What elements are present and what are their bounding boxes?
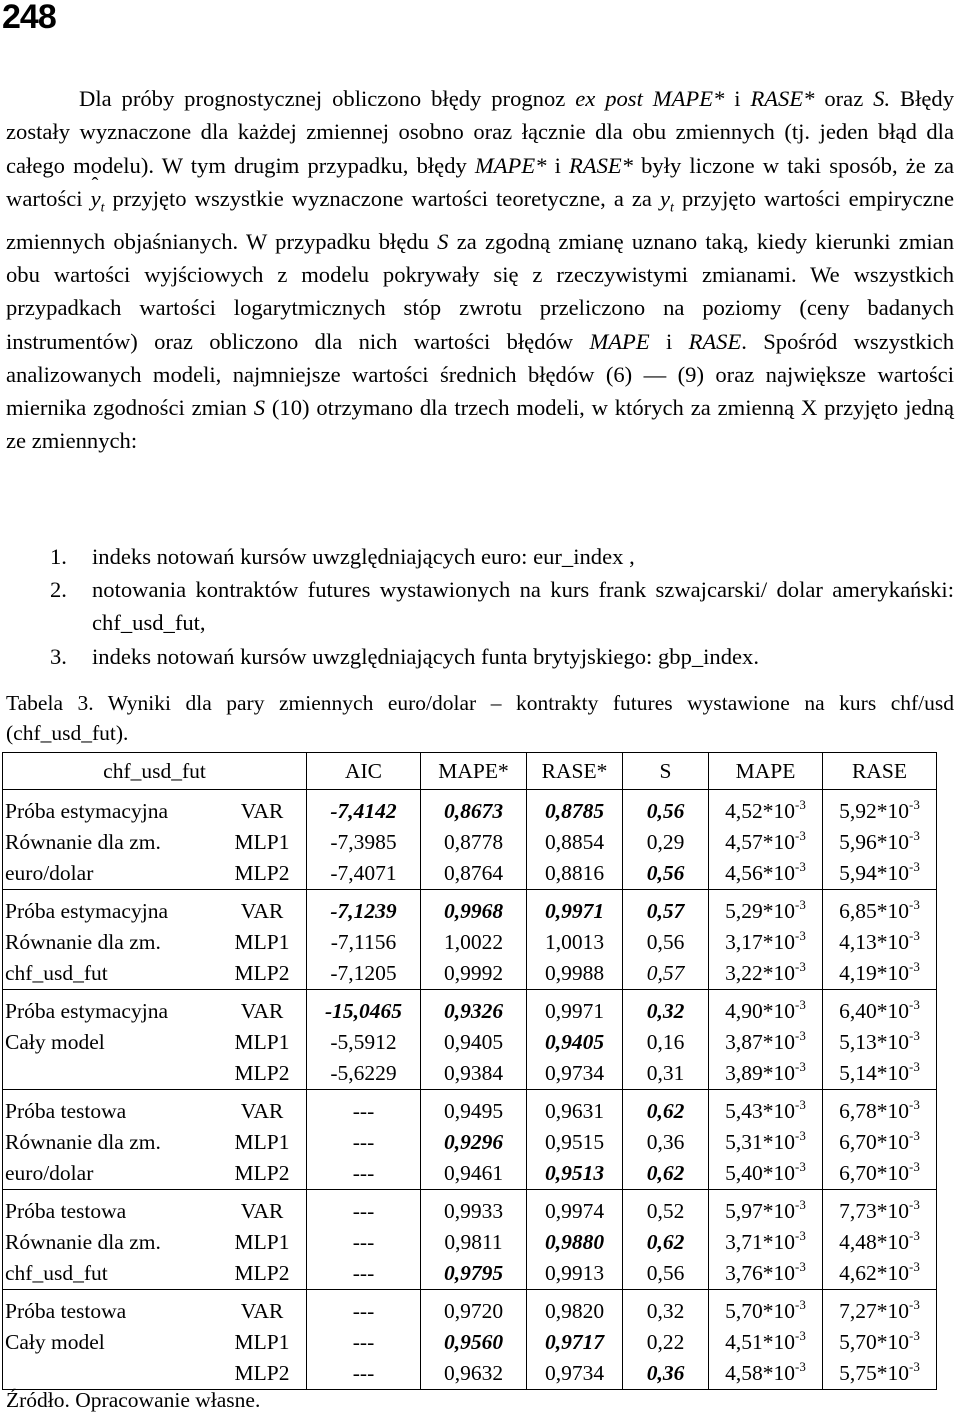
header-cell: AIC [307,753,421,790]
data-cell: $5,14*10^{-3}$ [823,1058,937,1090]
data-cell: 0,32 [623,990,709,1028]
row-label-cell [3,1158,307,1190]
list-item: 3. indeks notowań kursów uwzględniających funta brytyjskiego: gbp_index. [50,643,760,669]
data-cell: 0,9513 [527,1158,623,1190]
header-cell: chf_usd_fut [3,753,307,790]
row-label-cell [3,1127,307,1158]
model-name: VAR [240,799,284,823]
row-label-cell [3,1290,307,1328]
row-label-cell [3,1027,307,1058]
header-cell: S [623,753,709,790]
data-cell: $5,96*10^{-3}$ [823,827,937,858]
data-cell: --- [307,1358,421,1390]
row-label: Próba estymacyjna [5,799,168,823]
data-cell: 0,9974 [527,1190,623,1228]
data-cell: 0,9632 [421,1358,527,1390]
data-cell: 0,9820 [527,1290,623,1328]
data-cell: --- [307,1327,421,1358]
data-cell: 1,0022 [421,927,527,958]
row-label: Próba testowa [5,1199,127,1223]
table-row [3,1227,937,1258]
row-label-cell [3,1090,307,1128]
data-cell: 0,9734 [527,1058,623,1090]
row-label: Równanie dla zm. [5,1230,161,1254]
row-label-cell [3,958,307,990]
model-name: MLP1 [234,1230,290,1254]
table-row [3,1027,937,1058]
data-cell: $6,70*10^{-3}$ [823,1127,937,1158]
row-label: euro/dolar [5,1161,94,1185]
table-row [3,827,937,858]
data-cell: --- [307,1158,421,1190]
body-paragraph: Dla próby prognostycznej obliczono błędy prognoz ex post MAPE* i RASE* oraz S. Błędy zostały wyznaczone dla każdej zmiennej osobno oraz łącznie dla obu zmiennych (tj. jeden błąd dla całego modelu). W tym drugim przypadku, błędy MAPE* i RASE* były liczone w taki sposób, że za wartości ˆ $y_t$ przyjęto wszystkie wyznaczone wartości teoretyczne, a za $y_t$ przyjęto wartości empiryczne zmiennych objaśnianych. W przypadku błędu S za zgodną zmianę uznano taką, kiedy kierunki zmian obu wartości wyjściowych z modelu pokrywały się z rzeczywistymi zmianami. We wszystkich przypadkach wartości logarytmicznych stóp zwrotu przeliczono na poziomy (ceny badanych instrumentów) oraz obliczono dla nich wartości błędów MAPE i RASE. Spośród wszystkich analizowanych modeli, najmniejsze wartości średnich błędów (6) — (9) oraz największe wartości miernika zgodności zmian S (10) otrzymano dla trzech modeli, w których za zmienną X przyjęto jedną ze zmiennych: [6,82,954,458]
model-name: MLP1 [234,1030,290,1054]
row-label: Cały model [5,1330,105,1354]
row-label: Cały model [5,1030,105,1054]
data-cell: 0,9717 [527,1327,623,1358]
data-cell: $7,27*10^{-3}$ [823,1290,937,1328]
table-row [3,1090,937,1128]
source-note: Źródło. Opracowanie własne. [6,1388,261,1412]
data-cell: $7,73*10^{-3}$ [823,1190,937,1228]
list-item: 1. indeks notowań kursów uwzględniających euro: eur_index , [50,544,635,569]
data-cell: 0,22 [623,1327,709,1358]
data-cell: 0,52 [623,1190,709,1228]
data-cell: -5,6229 [307,1058,421,1090]
data-cell: 0,62 [623,1227,709,1258]
row-label: euro/dolar [5,861,94,885]
data-cell: $6,40*10^{-3}$ [823,990,937,1028]
data-cell: $4,56*10^{-3}$ [709,858,823,890]
data-cell: $4,58*10^{-3}$ [709,1358,823,1390]
model-name: MLP1 [234,930,290,954]
data-cell: --- [307,1227,421,1258]
data-cell: $5,70*10^{-3}$ [823,1327,937,1358]
data-cell: 1,0013 [527,927,623,958]
model-name: VAR [240,1099,284,1123]
model-name: MLP2 [234,961,290,985]
data-cell: $3,76*10^{-3}$ [709,1258,823,1290]
data-cell: $4,51*10^{-3}$ [709,1327,823,1358]
model-name: MLP2 [234,861,290,885]
data-cell: $4,19*10^{-3}$ [823,958,937,990]
table-row [3,927,937,958]
model-name: MLP1 [234,1330,290,1354]
data-cell: 0,9933 [421,1190,527,1228]
data-cell: -7,4071 [307,858,421,890]
list-item: 2. notowania kontraktów futures wystawionych na kurs frank szwajcarski/ dolar amerykański: chf_usd_fut, [50,577,954,636]
data-cell: $3,22*10^{-3}$ [709,958,823,990]
data-cell: $5,92*10^{-3}$ [823,790,937,828]
table-caption: Tabela 3. Wyniki dla pary zmiennych euro/dolar – kontrakty futures wystawione na kurs chf/usd (chf_usd_fut). [6,691,954,745]
data-cell: --- [307,1090,421,1128]
model-name: MLP2 [234,1261,290,1285]
model-name: MLP1 [234,830,290,854]
data-cell: 0,36 [623,1358,709,1390]
data-cell: 0,9631 [527,1090,623,1128]
data-cell: $6,78*10^{-3}$ [823,1090,937,1128]
data-cell: 0,56 [623,858,709,890]
row-label: Próba estymacyjna [5,999,168,1023]
table-row [3,958,937,990]
data-cell: 0,31 [623,1058,709,1090]
table-row [3,1327,937,1358]
data-cell: 0,32 [623,1290,709,1328]
header-cell: MAPE* [421,753,527,790]
header-cell: RASE [823,753,937,790]
table-row [3,1358,937,1390]
row-label: Równanie dla zm. [5,830,161,854]
row-label: Równanie dla zm. [5,1130,161,1154]
data-cell: 0,9913 [527,1258,623,1290]
page-number: 248 [2,0,56,36]
data-cell: $5,94*10^{-3}$ [823,858,937,890]
data-cell: $6,70*10^{-3}$ [823,1158,937,1190]
model-name: VAR [240,999,284,1023]
data-cell: $4,13*10^{-3}$ [823,927,937,958]
data-cell: 0,9880 [527,1227,623,1258]
data-cell: $6,85*10^{-3}$ [823,890,937,928]
data-cell: 0,9461 [421,1158,527,1190]
model-name: VAR [240,1199,284,1223]
data-cell: 0,9495 [421,1090,527,1128]
table-row [3,1190,937,1228]
row-label: Równanie dla zm. [5,930,161,954]
data-cell: -7,1156 [307,927,421,958]
data-cell: --- [307,1258,421,1290]
table-row [3,990,937,1028]
table-row [3,1158,937,1190]
data-cell: -15,0465 [307,990,421,1028]
data-cell: $3,17*10^{-3}$ [709,927,823,958]
data-cell: 0,8673 [421,790,527,828]
data-cell: 0,29 [623,827,709,858]
data-cell: $3,89*10^{-3}$ [709,1058,823,1090]
row-label-cell [3,890,307,928]
data-cell: --- [307,1190,421,1228]
data-cell: 0,56 [623,790,709,828]
data-cell: $5,70*10^{-3}$ [709,1290,823,1328]
data-cell: 0,9795 [421,1258,527,1290]
data-cell: -7,4142 [307,790,421,828]
table-row [3,1127,937,1158]
row-label-cell [3,827,307,858]
model-name: MLP2 [234,1361,290,1385]
data-cell: $4,90*10^{-3}$ [709,990,823,1028]
row-label-cell [3,1358,307,1390]
data-cell: -7,1205 [307,958,421,990]
data-cell: 0,56 [623,1258,709,1290]
data-cell: 0,57 [623,958,709,990]
data-cell: $5,40*10^{-3}$ [709,1158,823,1190]
data-cell: --- [307,1290,421,1328]
data-cell: -7,1239 [307,890,421,928]
row-label-cell [3,1258,307,1290]
data-cell: 0,9326 [421,990,527,1028]
row-label-cell [3,1058,307,1090]
data-cell: $5,31*10^{-3}$ [709,1127,823,1158]
table-row [3,1290,937,1328]
data-cell: $4,52*10^{-3}$ [709,790,823,828]
data-cell: 0,8778 [421,827,527,858]
data-cell: 0,62 [623,1090,709,1128]
data-cell: --- [307,1127,421,1158]
data-cell: $4,62*10^{-3}$ [823,1258,937,1290]
data-cell: 0,9734 [527,1358,623,1390]
data-cell: 0,9405 [527,1027,623,1058]
data-cell: $5,75*10^{-3}$ [823,1358,937,1390]
model-name: VAR [240,1299,284,1323]
data-cell: 0,16 [623,1027,709,1058]
y-symbol: y [660,185,671,211]
data-cell: -7,3985 [307,827,421,858]
row-label-cell [3,790,307,828]
data-cell: 0,56 [623,927,709,958]
data-cell: 0,8785 [527,790,623,828]
table-row [3,858,937,890]
variable-list [6,540,954,673]
data-cell: 0,9988 [527,958,623,990]
model-name: MLP1 [234,1130,290,1154]
data-cell: 0,9405 [421,1027,527,1058]
row-label-cell [3,990,307,1028]
data-cell: 0,8764 [421,858,527,890]
data-cell: $5,13*10^{-3}$ [823,1027,937,1058]
y-hat-symbol: ˆ y [91,182,101,215]
row-label: Próba testowa [5,1299,127,1323]
data-cell: 0,9992 [421,958,527,990]
row-label-cell [3,927,307,958]
header-cell: MAPE [709,753,823,790]
row-label: chf_usd_fut [5,961,108,985]
data-cell: -5,5912 [307,1027,421,1058]
header-cell: RASE* [527,753,623,790]
data-cell: $4,48*10^{-3}$ [823,1227,937,1258]
data-cell: $5,43*10^{-3}$ [709,1090,823,1128]
data-cell: $5,29*10^{-3}$ [709,890,823,928]
table-body [3,790,937,1390]
row-label: Próba testowa [5,1099,127,1123]
data-cell: 0,62 [623,1158,709,1190]
row-label: chf_usd_fut [5,1261,108,1285]
data-cell: 0,9971 [527,990,623,1028]
row-label-cell [3,1227,307,1258]
data-cell: $3,87*10^{-3}$ [709,1027,823,1058]
table-row [3,790,937,828]
data-cell: $4,57*10^{-3}$ [709,827,823,858]
data-cell: 0,9384 [421,1058,527,1090]
table-row [3,1058,937,1090]
data-cell: 0,8854 [527,827,623,858]
model-name: MLP2 [234,1061,290,1085]
data-cell: 0,9811 [421,1227,527,1258]
row-label-cell [3,1327,307,1358]
row-label-cell [3,1190,307,1228]
model-name: MLP2 [234,1161,290,1185]
data-cell: 0,9296 [421,1127,527,1158]
data-cell: 0,9971 [527,890,623,928]
data-cell: 0,9515 [527,1127,623,1158]
data-cell: 0,9720 [421,1290,527,1328]
data-cell: $3,71*10^{-3}$ [709,1227,823,1258]
row-label-cell [3,858,307,890]
data-cell: $5,97*10^{-3}$ [709,1190,823,1228]
data-cell: 0,8816 [527,858,623,890]
table-row [3,890,937,928]
results-table [2,752,937,1390]
table-row [3,1258,937,1290]
model-name: VAR [240,899,284,923]
table-header-row [3,753,937,790]
data-cell: 0,57 [623,890,709,928]
row-label: Próba estymacyjna [5,899,168,923]
data-cell: 0,9560 [421,1327,527,1358]
data-cell: 0,36 [623,1127,709,1158]
data-cell: 0,9968 [421,890,527,928]
